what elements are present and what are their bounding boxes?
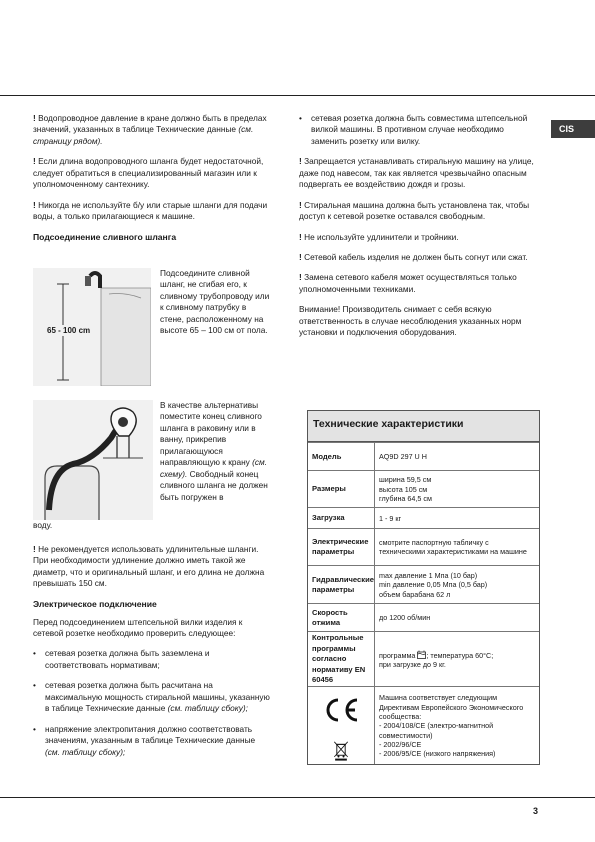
row-value xyxy=(375,604,539,631)
bullet-icon: • xyxy=(33,648,36,659)
min-pressure-value: min давление 0,05 Мпа (0,5 бар) xyxy=(379,580,488,590)
model-value: AQ9D 297 U H xyxy=(379,452,427,462)
reference-note: (см. страницу рядом). xyxy=(33,124,254,146)
list-item xyxy=(299,113,542,147)
height-range-label: 65 - 100 cm xyxy=(47,326,91,335)
warning-mark: ! xyxy=(33,156,36,167)
liability-notice: Внимание! Производитель снимает с себя всякую ответственность в случае несоблюдения указанных норм установки и подключения оборудования. xyxy=(299,304,522,338)
directive-emc: - 2004/108/CE (электро-магнитной совместимости) xyxy=(379,721,494,740)
conformity-text xyxy=(375,687,539,764)
right-column xyxy=(299,113,542,348)
row-value xyxy=(375,508,539,528)
warning-text: Не рекомендуется использовать удлинительные шланги. При необходимости удлинение должно иметь такой же диаметр, что и оригинальный шланг, и его длина не должна превышать 150 см. xyxy=(33,544,265,589)
list-item xyxy=(33,648,271,671)
warning-hose-length xyxy=(33,156,271,190)
directive-lvd: - 2006/95/CE (низкого напряжения) xyxy=(379,749,496,759)
row-value xyxy=(375,443,539,470)
warning-cable-replace xyxy=(299,272,542,295)
warning-mark: ! xyxy=(299,272,302,283)
warning-text: Запрещается устанавливать стиральную машину на улице, даже под навесом, так как является чрезвычайно опасным подвергать ее воздействию дождя и грозы. xyxy=(299,156,534,190)
table-row xyxy=(308,507,539,528)
electrical-value: смотрите паспортную табличку с техническими характеристиками на машине xyxy=(379,538,527,557)
row-label: Скорость отжима xyxy=(308,604,375,631)
bottom-rule xyxy=(0,797,595,798)
warning-cable-bend xyxy=(299,252,542,263)
left-column-lower xyxy=(33,544,271,767)
row-label: Электрические параметры xyxy=(308,529,375,565)
diagram-reference: (см. схему). xyxy=(160,457,268,479)
reference-note: (см. таблицу сбоку); xyxy=(45,746,126,757)
drum-volume-value: объем барабана 62 л xyxy=(379,589,451,599)
row-label: Загрузка xyxy=(308,508,375,528)
table-row xyxy=(308,686,539,764)
list-item-text: сетевая розетка должна быть заземлена и соответствовать нормативам; xyxy=(45,648,210,670)
warning-outdoor xyxy=(299,156,542,190)
warning-text: Если длина водопроводного шланга будет недостаточной, следует обратиться в специализированный магазин или к уполномоченному сантехнику. xyxy=(33,156,264,190)
height-value: высота 105 см xyxy=(379,484,428,494)
drain-instruction-text: Подсоедините сливной шланг, не сгибая его, к сливному трубопроводу или к сливному патрубку в стене, расположенному на высоте 65 – 100 см от пола. xyxy=(160,268,270,336)
warning-extension-hoses xyxy=(33,544,271,590)
conformity-marks xyxy=(308,687,375,764)
row-label: Контрольные программы согласно нормативу EN 60456 xyxy=(308,632,375,686)
drain-height-illustration xyxy=(33,268,151,386)
list-item xyxy=(33,680,271,714)
load-value: 1 - 9 кг xyxy=(379,513,402,523)
warning-mark: ! xyxy=(299,156,302,167)
left-column xyxy=(33,113,271,249)
row-label: Гидравлические параметры xyxy=(308,566,375,603)
sink-instruction-text xyxy=(160,400,272,503)
temperature-text: ; температура 60°C; xyxy=(426,650,494,660)
sink-instruction-part-b: Свободный конец сливного шланга не должен быть погружен в xyxy=(160,468,268,502)
directives-intro: Машина соответствует следующим Директивам Европейского Экономического сообщества: xyxy=(379,693,524,721)
ce-logo-icon xyxy=(321,696,361,724)
weee-bin-icon xyxy=(332,741,350,761)
list-item-text: напряжение электропитания должно соответствовать значениям, указанным в таблице Технические данные xyxy=(45,723,256,746)
row-label: Размеры xyxy=(308,471,375,507)
control-program-line xyxy=(379,650,535,660)
row-label: Модель xyxy=(308,443,375,470)
warning-text: Водопроводное давление в кране должно быть в пределах значений, указанных в таблице Технические данные xyxy=(33,113,267,135)
row-value xyxy=(375,471,539,507)
ce-mark-icon xyxy=(321,690,361,737)
max-pressure-value: max давление 1 Мпа (10 бар) xyxy=(379,570,478,580)
directive-weee: - 2002/96/CE xyxy=(379,740,422,750)
table-row xyxy=(308,603,539,631)
language-tab: CIS xyxy=(551,120,595,138)
list-item-text: сетевая розетка должна быть расчитана на максимальную мощность стиральной машины, указанную в таблице Технические данные xyxy=(45,680,270,714)
warning-mark: ! xyxy=(33,199,36,210)
warning-socket-access xyxy=(299,200,542,223)
spin-value: до 1200 об/мин xyxy=(379,613,431,623)
bullet-icon: • xyxy=(299,113,302,123)
sink-hose-diagram xyxy=(33,400,153,520)
warning-water-pressure xyxy=(33,113,271,147)
warning-text: Никогда не используйте б/у или старые шланги для подачи воды, а только прилагающиеся к машине. xyxy=(33,199,268,222)
table-row xyxy=(308,565,539,603)
electrical-heading: Электрическое подключение xyxy=(33,598,157,609)
page-number: 3 xyxy=(533,806,539,816)
sink-instruction-part-a: В качестве альтернативы поместите конец сливного шланга в раковину или в ванну, прикрепив прилагающуюся направляющую к крану xyxy=(160,400,262,468)
width-value: ширина 59,5 см xyxy=(379,475,432,485)
warning-used-hoses xyxy=(33,200,271,223)
warning-mark: ! xyxy=(33,113,36,123)
warning-mark: ! xyxy=(299,199,302,210)
bullet-icon: • xyxy=(33,680,36,691)
warning-text: Замена сетевого кабеля может осуществляться только уполномоченными техниками. xyxy=(299,272,517,294)
list-item-text: сетевая розетка должна быть совместима штепсельной вилкой машины. В противном случае необходимо заменить розетку или вилку. xyxy=(311,113,528,146)
table-row xyxy=(308,470,539,507)
program-text: программа xyxy=(379,650,416,660)
table-row xyxy=(308,631,539,686)
warning-text: Не используйте удлинители и тройники. xyxy=(304,231,459,242)
warning-text: Сетевой кабель изделия не должен быть согнут или сжат. xyxy=(304,251,528,262)
warning-mark: ! xyxy=(33,544,36,554)
sink-instruction-tail: воду. xyxy=(33,520,53,530)
row-value xyxy=(375,632,539,686)
list-item xyxy=(33,724,271,758)
bullet-icon: • xyxy=(33,723,36,734)
warning-mark: ! xyxy=(299,231,302,242)
technical-specs-table xyxy=(307,410,540,765)
warning-no-adapters xyxy=(299,232,542,243)
warning-text: Стиральная машина должна быть установлена так, чтобы доступ к сетевой розетке оставался свободным. xyxy=(299,199,530,222)
row-value xyxy=(375,529,539,565)
electrical-intro: Перед подсоединением штепсельной вилки изделия к сетевой розетке необходимо проверить следующее: xyxy=(33,616,243,639)
warning-mark: ! xyxy=(299,251,302,262)
drain-hose-heading: Подсоединение сливного шланга xyxy=(33,231,177,242)
load-condition-text: при загрузке до 9 кг. xyxy=(379,659,446,669)
depth-value: глубина 64,5 см xyxy=(379,494,432,504)
row-value xyxy=(375,566,539,603)
table-row xyxy=(308,528,539,565)
table-row xyxy=(308,442,539,470)
sink-drain-illustration xyxy=(33,400,153,520)
table-title: Технические характеристики xyxy=(308,411,539,442)
top-rule xyxy=(0,95,595,96)
reference-note: (см. таблицу сбоку); xyxy=(167,703,248,714)
